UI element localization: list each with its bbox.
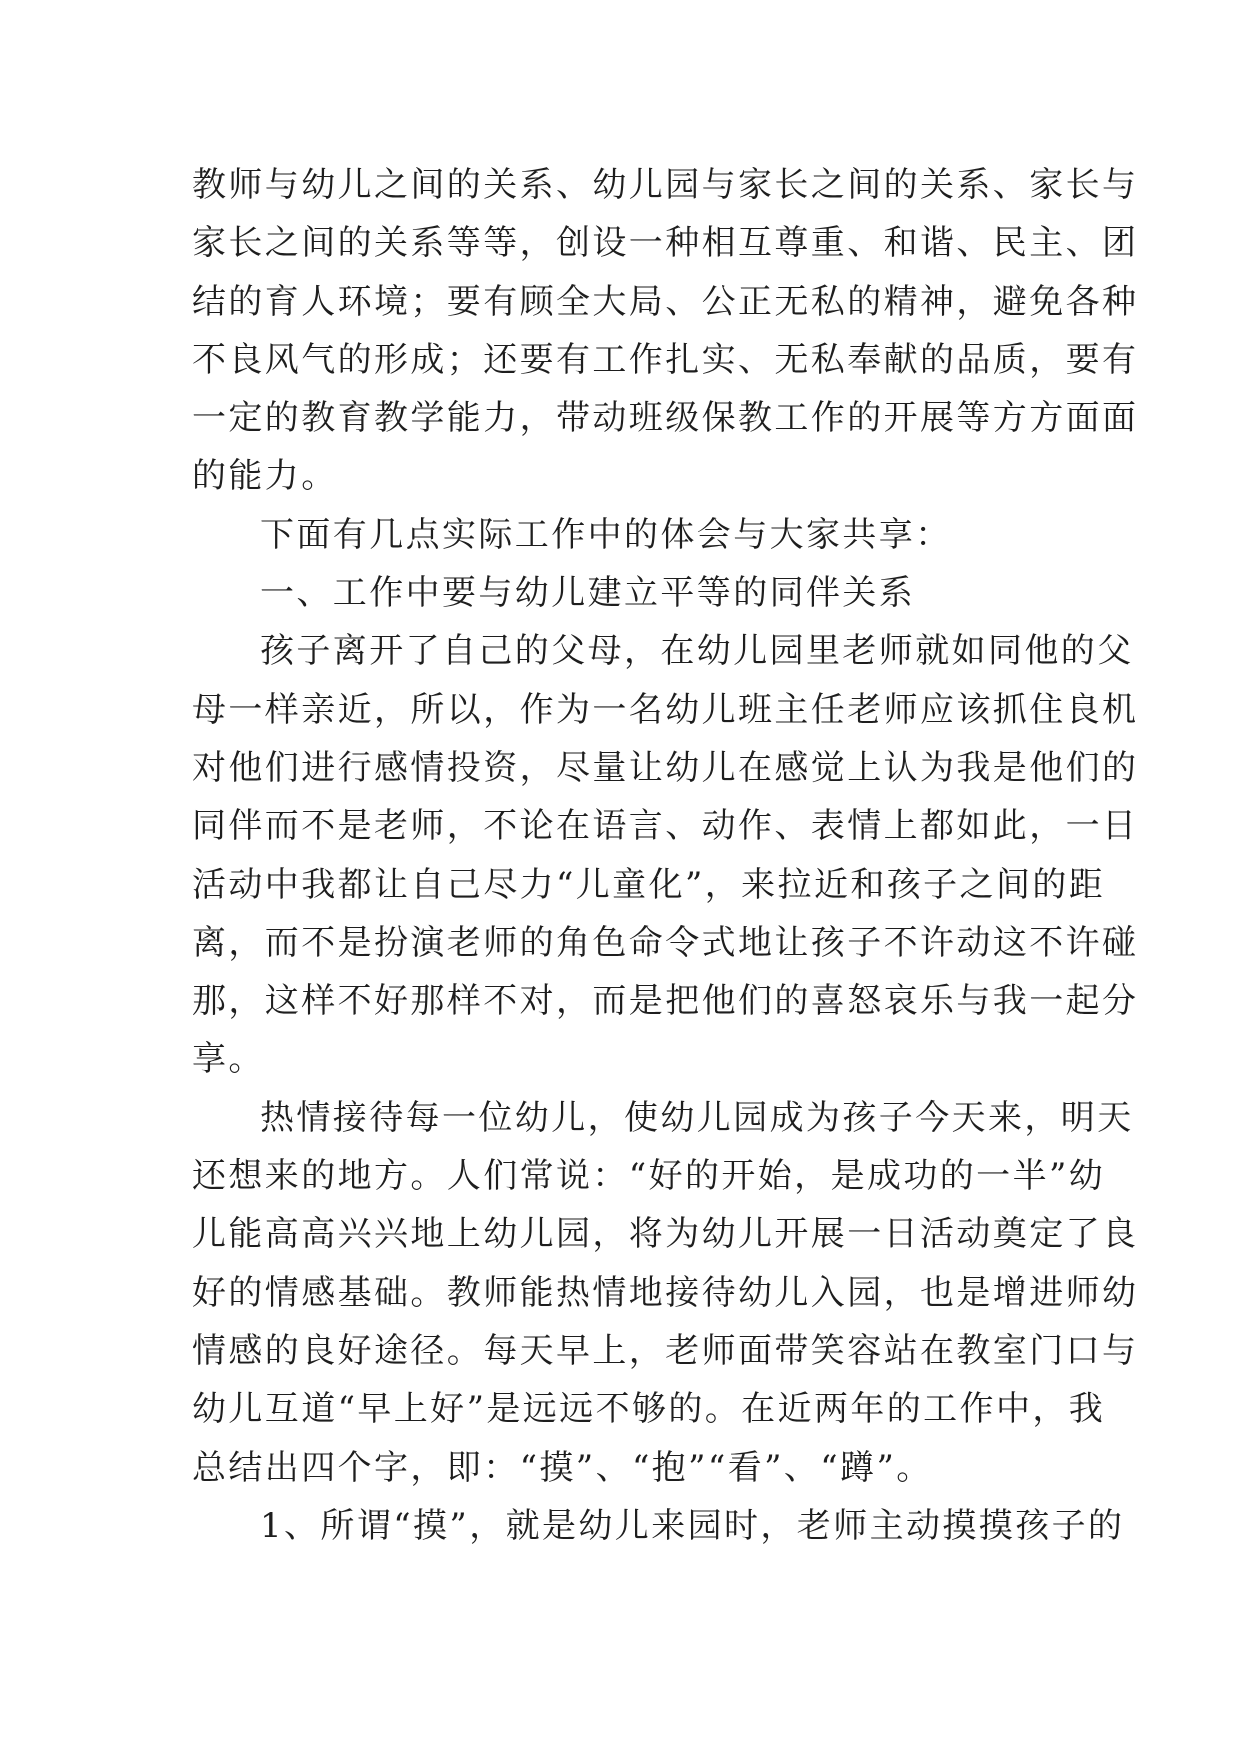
text-line: 同伴而不是老师，不论在语言、动作、表情上都如此，一日	[192, 806, 1139, 847]
text-line: 一定的教育教学能力，带动班级保教工作的开展等方方面面	[192, 398, 1139, 439]
section-heading-1	[192, 564, 1052, 622]
text-line: 对他们进行感情投资，尽量让幼儿在感觉上认为我是他们的	[192, 747, 1139, 788]
text-line: 儿能高高兴兴地上幼儿园，将为幼儿开展一日活动奠定了良	[192, 1214, 1139, 1255]
text-line: 幼儿互道“早上好”是远远不够的。在近两年的工作中，我	[192, 1389, 1106, 1430]
paragraph-1	[192, 156, 1139, 506]
paragraph-4	[192, 1089, 1139, 1497]
text-line: 下面有几点实际工作中的体会与大家共享：	[260, 514, 952, 555]
document-body	[192, 156, 1139, 1555]
text-line: 孩子离开了自己的父母，在幼儿园里老师就如同他的父	[260, 631, 1134, 672]
text-line: 一、工作中要与幼儿建立平等的同伴关系	[260, 573, 916, 614]
paragraph-3	[192, 622, 1139, 1088]
text-line: 1、所谓“摸”，就是幼儿来园时，老师主动摸摸孩子的	[260, 1505, 1125, 1546]
paragraph-2	[192, 506, 1052, 564]
text-line: 离，而不是扮演老师的角色命令式地让孩子不许动这不许碰	[192, 922, 1139, 963]
text-line: 那，这样不好那样不对，而是把他们的喜怒哀乐与我一起分	[192, 981, 1139, 1022]
text-line: 母一样亲近，所以，作为一名幼儿班主任老师应该抓住良机	[192, 689, 1139, 730]
text-line: 教师与幼儿之间的关系、幼儿园与家长之间的关系、家长与	[192, 165, 1139, 205]
paragraph-5	[192, 1497, 1125, 1555]
text-line: 享。	[192, 1039, 265, 1080]
text-line: 好的情感基础。教师能热情地接待幼儿入园，也是增进师幼	[192, 1272, 1139, 1313]
text-line: 的能力。	[192, 456, 338, 497]
text-line: 活动中我都让自己尽力“儿童化”，来拉近和孩子之间的距	[192, 864, 1106, 905]
text-line: 热情接待每一位幼儿，使幼儿园成为孩子今天来，明天	[260, 1097, 1134, 1138]
text-line: 还想来的地方。人们常说：“好的开始，是成功的一半”幼	[192, 1156, 1106, 1197]
text-line: 家长之间的关系等等，创设一种相互尊重、和谐、民主、团	[192, 223, 1139, 264]
text-line: 情感的良好途径。每天早上，老师面带笑容站在教室门口与	[192, 1330, 1139, 1371]
text-line: 总结出四个字，即：“摸”、“抱”“看”、“蹲”。	[192, 1447, 933, 1488]
text-line: 不良风气的形成；还要有工作扎实、无私奉献的品质，要有	[192, 339, 1139, 380]
text-line: 结的育人环境；要有顾全大局、公正无私的精神，避免各种	[192, 281, 1139, 322]
